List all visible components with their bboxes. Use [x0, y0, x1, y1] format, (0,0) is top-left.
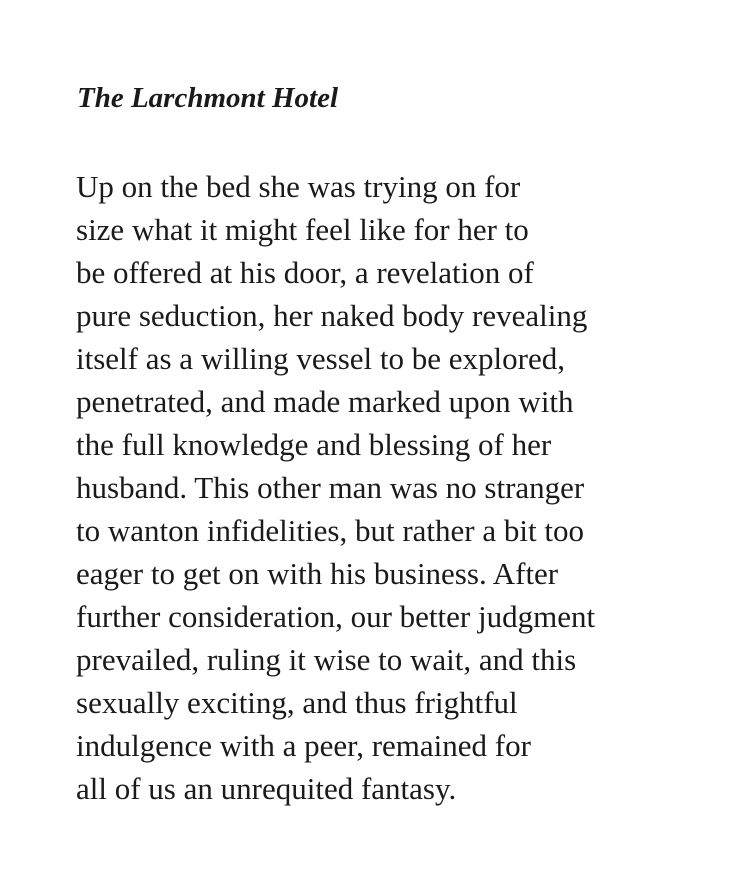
poem-line: further consideration, our better judgment [76, 599, 596, 634]
poem-line: indulgence with a peer, remained for [76, 728, 531, 763]
poem-line: all of us an unrequited fantasy. [76, 771, 457, 806]
poem-body [76, 165, 595, 810]
poem-line: size what it might feel like for her to [76, 212, 529, 247]
poem-title: The Larchmont Hotel [77, 82, 338, 114]
poem-line: itself as a willing vessel to be explored, [76, 341, 565, 376]
poem-line: prevailed, ruling it wise to wait, and this [76, 642, 577, 677]
poem-line: pure seduction, her naked body revealing [76, 298, 588, 333]
poem-line: be offered at his door, a revelation of [76, 255, 534, 290]
poem-line: Up on the bed she was trying on for [76, 169, 521, 204]
poem-line: to wanton infidelities, but rather a bit too [76, 513, 584, 548]
poem-line: eager to get on with his business. After [76, 556, 559, 591]
poem-line: sexually exciting, and thus frightful [76, 685, 518, 720]
poem-line: penetrated, and made marked upon with [76, 384, 574, 419]
poem-line: husband. This other man was no stranger [76, 470, 585, 505]
poem-line: the full knowledge and blessing of her [76, 427, 552, 462]
